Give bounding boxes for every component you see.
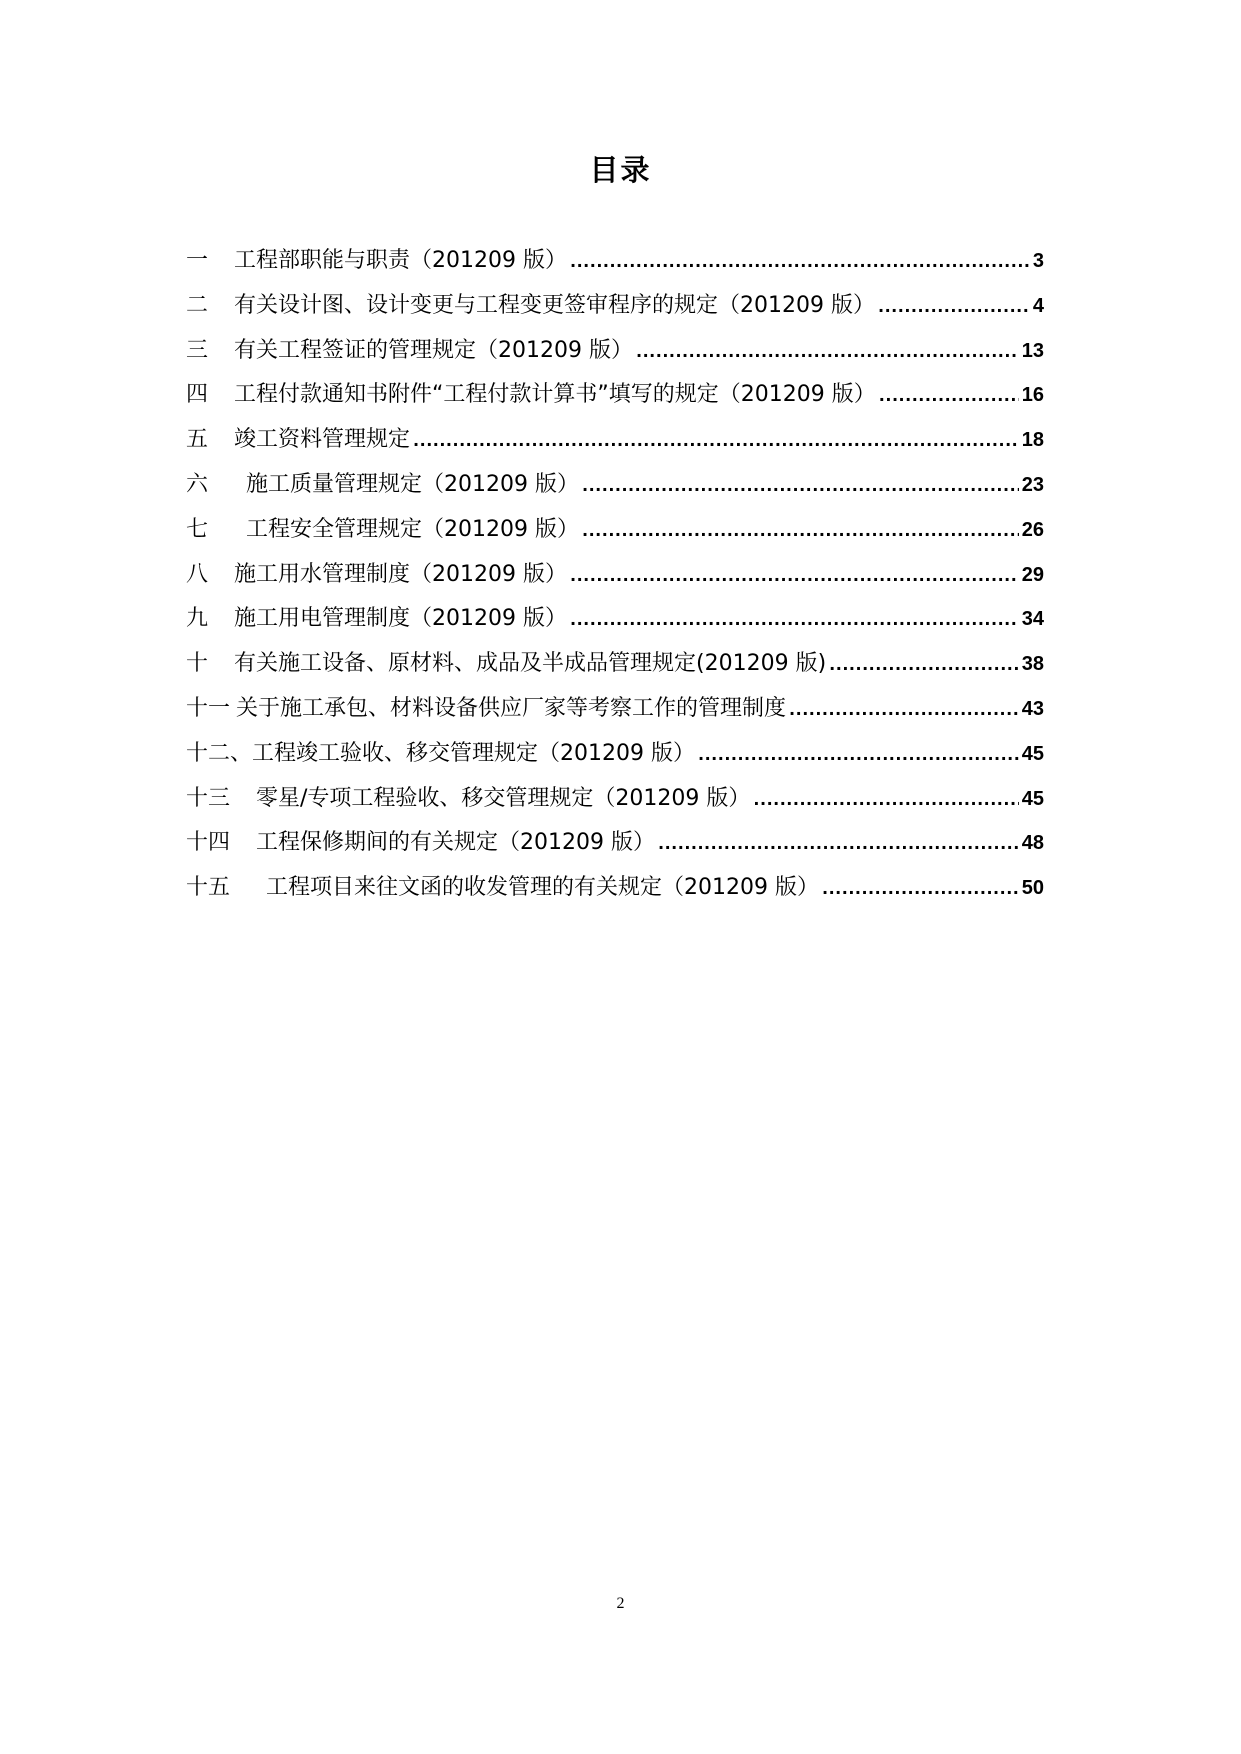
page-number-footer: 2: [616, 1595, 625, 1612]
toc-entry-number: 四: [186, 382, 209, 408]
toc-entry[interactable]: [186, 784, 1044, 829]
toc-entry[interactable]: [186, 649, 1044, 694]
toc-entry-title: 有关施工设备、原材料、成品及半成品管理规定(201209 版): [234, 651, 827, 677]
toc-entry[interactable]: [186, 873, 1044, 918]
toc-page-number: 43: [1021, 697, 1044, 720]
toc-dot-leader: [698, 740, 1019, 770]
toc-entry-title: 工程竣工验收、移交管理规定（201209 版）: [252, 740, 695, 766]
toc-entry[interactable]: [186, 739, 1044, 784]
toc-dot-leader: [636, 337, 1019, 367]
toc-entry-title: 工程部职能与职责（201209 版）: [234, 248, 567, 273]
toc-entry-number: 七: [186, 516, 209, 542]
toc-entry-title: 工程付款通知书附件“工程付款计算书”填写的规定（201209 版）: [234, 382, 876, 408]
toc-entry-number: 十二、: [186, 740, 253, 766]
toc-entry[interactable]: [186, 246, 1044, 291]
toc-entry-number: 五: [186, 427, 209, 453]
toc-page-number: 3: [1032, 250, 1044, 272]
toc-entry-number: 一: [186, 248, 209, 273]
toc-page-number: 13: [1021, 339, 1044, 362]
toc-page-number: 38: [1021, 653, 1044, 676]
toc-dot-leader: [570, 605, 1019, 635]
toc-page-number: 18: [1021, 429, 1044, 452]
toc-entry-title: 关于施工承包、材料设备供应厂家等考察工作的管理制度: [236, 695, 787, 721]
toc-entry[interactable]: [186, 515, 1044, 560]
toc-page-number: 16: [1021, 384, 1044, 407]
toc-dot-leader: [753, 785, 1018, 815]
toc-entry-number: 六: [186, 471, 209, 497]
toc-entry[interactable]: [186, 380, 1044, 425]
toc-entry-number: 二: [186, 292, 209, 318]
toc-page-number: 48: [1021, 832, 1044, 855]
toc-dot-leader: [878, 292, 1030, 322]
toc-page-number: 23: [1021, 473, 1044, 496]
toc-page-number: 26: [1021, 518, 1044, 541]
toc-entry-number: 十五: [186, 875, 231, 901]
toc-entry-number: 十三: [186, 785, 231, 811]
toc-dot-leader: [822, 874, 1019, 904]
toc-entry-title: 工程保修期间的有关规定（201209 版）: [256, 830, 655, 856]
toc-dot-leader: [658, 829, 1019, 859]
toc-page-number: 4: [1032, 294, 1044, 317]
toc-dot-leader: [570, 561, 1019, 591]
toc-entry[interactable]: [186, 470, 1044, 515]
toc-entry[interactable]: [186, 828, 1044, 873]
toc-page-number: 50: [1021, 877, 1044, 900]
toc-page-number: 45: [1021, 742, 1044, 765]
toc-dot-leader: [582, 471, 1019, 501]
toc-entry[interactable]: [186, 604, 1044, 649]
toc-page-number: 45: [1021, 787, 1044, 810]
toc-entry-title: 施工用水管理制度（201209 版）: [234, 561, 567, 587]
toc-entry[interactable]: [186, 291, 1044, 336]
toc-entry-title: 零星/专项工程验收、移交管理规定（201209 版）: [256, 785, 751, 811]
toc-dot-leader: [582, 516, 1019, 546]
toc-entry[interactable]: [186, 694, 1044, 739]
table-of-contents: [186, 246, 1044, 918]
toc-entry-title: 有关工程签证的管理规定（201209 版）: [234, 337, 633, 363]
toc-entry-title: 竣工资料管理规定: [234, 427, 411, 453]
toc-dot-leader: [829, 650, 1019, 680]
toc-heading: 目录: [589, 153, 652, 187]
toc-entry-number: 九: [186, 606, 209, 632]
toc-dot-leader: [413, 426, 1019, 456]
toc-entry-number: 八: [186, 561, 209, 587]
toc-page-number: 29: [1021, 563, 1044, 586]
toc-entry-title: 工程项目来往文函的收发管理的有关规定（201209 版）: [266, 875, 819, 901]
toc-entry[interactable]: [186, 560, 1044, 605]
toc-entry-number: 十: [186, 651, 209, 677]
toc-dot-leader: [570, 247, 1030, 277]
toc-entry-number: 十一: [186, 695, 231, 721]
toc-dot-leader: [789, 695, 1019, 725]
toc-entry-title: 施工用电管理制度（201209 版）: [234, 606, 567, 632]
toc-dot-leader: [879, 381, 1019, 411]
toc-entry-number: 三: [186, 337, 209, 363]
toc-entry-number: 十四: [186, 830, 231, 856]
toc-entry-title: 施工质量管理规定（201209 版）: [246, 471, 579, 497]
toc-entry[interactable]: [186, 336, 1044, 381]
toc-entry[interactable]: [186, 425, 1044, 470]
toc-entry-title: 工程安全管理规定（201209 版）: [246, 516, 579, 542]
toc-entry-title: 有关设计图、设计变更与工程变更签审程序的规定（201209 版）: [234, 292, 875, 318]
toc-page-number: 34: [1021, 608, 1044, 631]
